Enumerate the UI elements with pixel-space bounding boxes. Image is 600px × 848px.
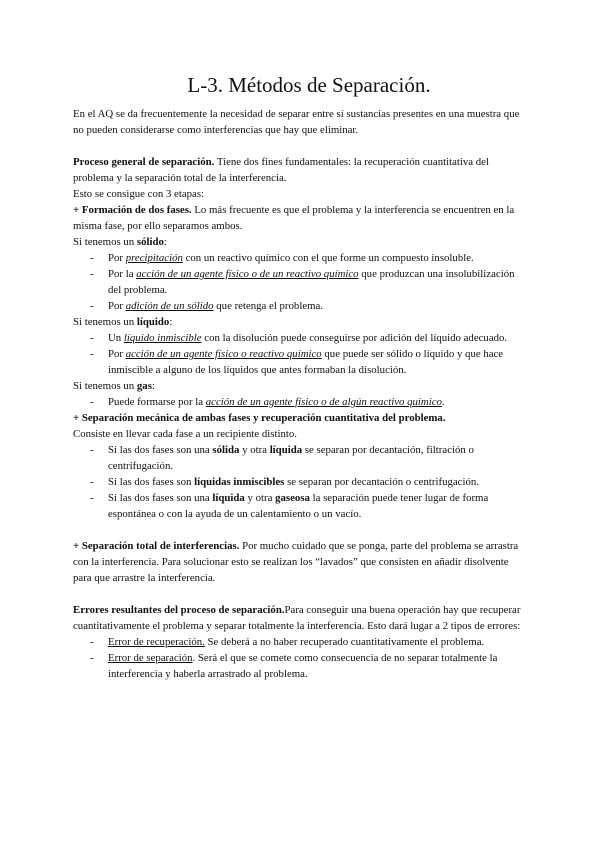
document-page [73, 72, 529, 682]
mechanical-text: Consiste en llevar cada fase a un recipiente distinto. [73, 428, 297, 440]
stages-line: Esto se consigue con 3 etapas: [73, 188, 205, 200]
liquid-list [73, 330, 529, 378]
total-separation-paragraph [73, 538, 529, 586]
phases-heading: + Formación de dos fases. [73, 204, 192, 216]
total-separation-heading: + Separación total de interferencias. [73, 540, 240, 552]
list-item: - Error de separación. Será el que se comete como consecuencia de no separar totalmente la interferencia y haberla arrastrado al problema. [73, 650, 529, 682]
page-title: L-3. Métodos de Separación. [187, 73, 431, 97]
total-separation-text: Por mucho cuidado que se ponga, parte del problema se arrastra con la interferencia. Para solucionar esto se realizan los “lavados” que consisten en añadir disolvente para que arrastre la interferencia. [73, 540, 519, 584]
list-item: - Un líquido inmiscible con la disolución puede conseguirse por adición del líquido adecuado. [73, 330, 529, 346]
phases-text: Lo más frecuente es que el problema y la interferencia se encuentren en la misma fase, por ello separamos ambos. [73, 204, 515, 232]
list-item: - Si las dos fases son una sólida y otra líquida se separan por decantación, filtración o centrifugación. [73, 442, 529, 474]
solid-list [73, 250, 529, 314]
list-item: - Por la acción de un agente físico o de un reactivo químico que produzcan una insolubilización del problema. [73, 266, 529, 298]
list-item: - Por adición de un sólido que retenga el problema. [73, 298, 529, 314]
list-item: - Puede formarse por la acción de un agente físico o de algún reactivo químico. [73, 394, 529, 410]
general-process-text: Tiene dos fines fundamentales: la recuperación cuantitativa del problema y la separación total de la interferencia. [73, 156, 489, 184]
list-item: - Por acción de un agente físico o reactivo químico que puede ser sólido o líquido y que hace inmiscible a alguno de los líquidos que antes formaban la disolución. [73, 346, 529, 378]
errors-list [73, 634, 529, 682]
errors-heading: Errores resultantes del proceso de separación. [73, 604, 285, 616]
solid-intro: Si tenemos un sólido: [73, 236, 167, 248]
gas-intro: Si tenemos un gas: [73, 380, 155, 392]
general-process-paragraph [73, 154, 529, 186]
list-item: - Si las dos fases son una líquida y otra gaseosa la separación puede tener lugar de forma espontánea o con la ayuda de un calentamiento o un vacío. [73, 490, 529, 522]
phases-paragraph [73, 202, 529, 234]
errors-paragraph [73, 602, 529, 634]
liquid-intro: Si tenemos un líquido: [73, 316, 173, 328]
list-item: - Error de recuperación. Se deberá a no haber recuperado cuantitativamente el problema. [73, 634, 529, 650]
list-item: - Por precipitación con un reactivo químico con el que forme un compuesto insoluble. [73, 250, 529, 266]
intro-paragraph: En el AQ se da frecuentemente la necesidad de separar entre sí sustancias presentes en una muestra que no pueden considerarse como interferencias que hay que eliminar. [73, 108, 520, 136]
general-process-heading: Proceso general de separación. [73, 156, 215, 168]
mechanical-list [73, 442, 529, 522]
gas-list [73, 394, 529, 410]
mechanical-heading: + Separación mecánica de ambas fases y recuperación cuantitativa del problema. [73, 412, 446, 424]
list-item: - Si las dos fases son líquidas inmiscibles se separan por decantación o centrifugación. [73, 474, 529, 490]
errors-text: Para conseguir una buena operación hay que recuperar cuantitativamente el problema y separar totalmente la interferencia. Esto dará lugar a 2 tipos de errores: [73, 604, 521, 632]
